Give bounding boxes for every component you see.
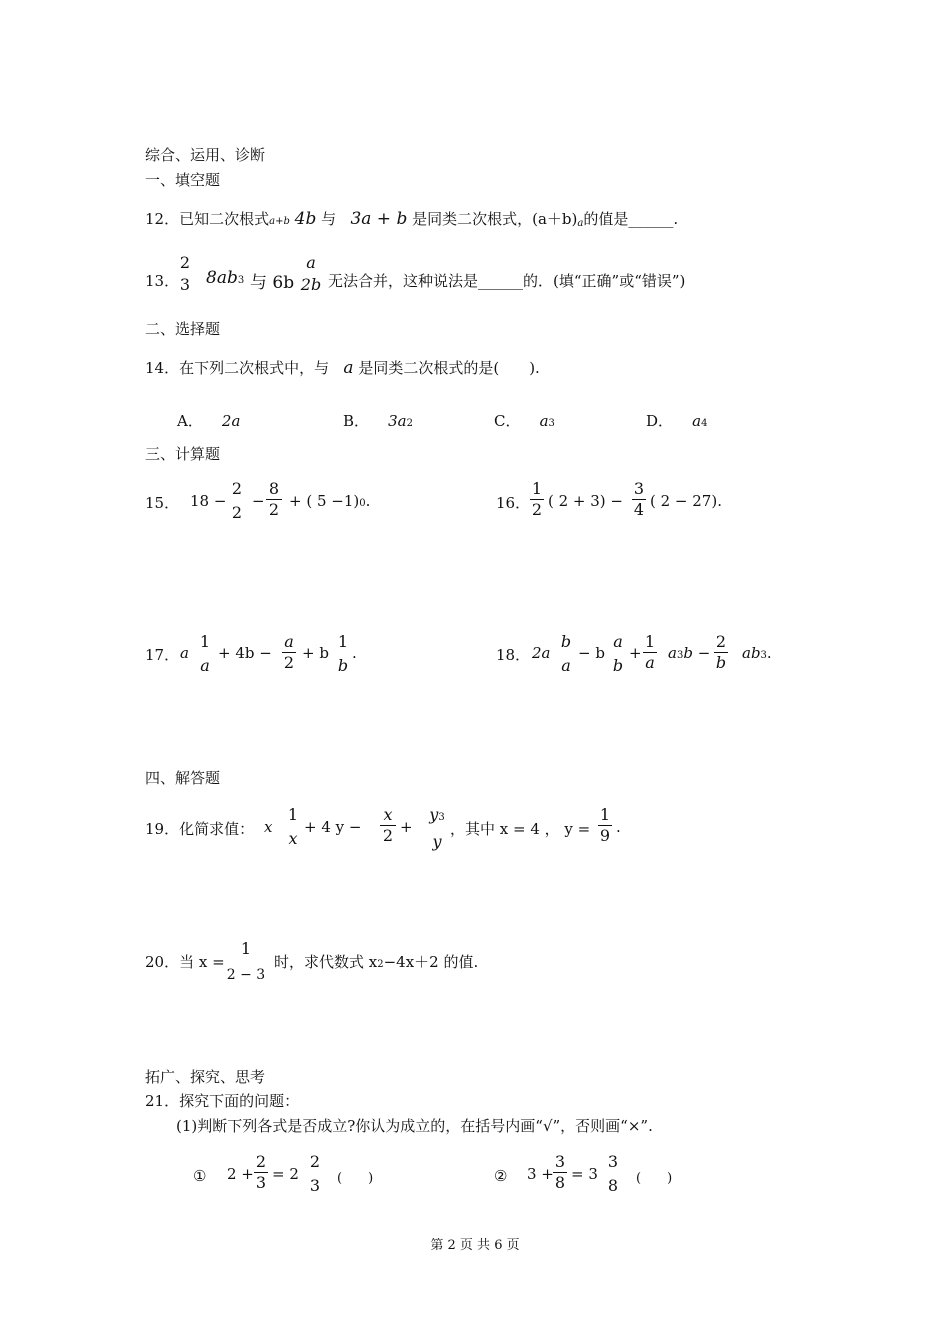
option-c: C． a3	[494, 412, 555, 430]
math-term: 18 −	[190, 492, 227, 510]
fraction: 1 2	[531, 479, 543, 519]
math-term: + 4 y −	[304, 818, 362, 836]
question-number: 16．	[496, 494, 531, 512]
question-text: (1)判断下列各式是否成立?你认为成立的，在括号内画“√”，否则画“×”.	[176, 1117, 653, 1135]
answer-paren[interactable]: ( )	[337, 1171, 374, 1186]
numerator: 2	[179, 253, 191, 272]
question-number: 18．	[496, 646, 531, 664]
math-term: ( 2 + 3) −	[548, 492, 623, 510]
page-footer: 第 2 页 共 6 页	[430, 1238, 520, 1253]
math-term: ( 2 − 27).	[650, 492, 722, 510]
question-text: 已知二次根式	[179, 210, 270, 228]
math-term: ab3.	[742, 644, 772, 662]
fraction: b a	[560, 632, 572, 675]
fraction: 1 a	[199, 632, 211, 675]
question-text: ，其中 x = 4 ， y =	[450, 820, 591, 838]
fraction: 1 9	[599, 805, 611, 845]
math-term: = 3	[571, 1165, 598, 1183]
radicand: 8ab3	[206, 268, 245, 288]
fraction: 3 4	[633, 479, 645, 519]
question-number: 12．	[145, 210, 180, 228]
fraction: 1 a	[644, 632, 656, 672]
question-number: 17．	[145, 646, 180, 664]
question-number: 15．	[145, 494, 180, 512]
math-term: + b	[302, 644, 329, 662]
operator: −	[252, 492, 265, 510]
exponent: a	[577, 218, 584, 229]
fraction: 3 8	[554, 1152, 566, 1192]
section-heading: 四、解答题	[145, 769, 221, 787]
fraction: 2 b	[715, 632, 727, 672]
fraction: a 2	[283, 632, 295, 672]
question-text: 是同类二次根式的是( ).	[358, 359, 540, 377]
punctuation: .	[352, 644, 357, 662]
question-number: 21．探究下面的问题：	[145, 1092, 300, 1110]
math-term: 2 +	[227, 1165, 254, 1183]
question-number: 19．化简求值：	[145, 820, 255, 838]
math-term: 2a	[532, 644, 551, 662]
question-number: 13．	[145, 272, 180, 290]
question-number: 20．当 x =	[145, 953, 225, 971]
section-heading: 拓广、探究、思考	[145, 1068, 266, 1086]
math-term: − b	[578, 644, 605, 662]
answer-paren[interactable]: ( )	[636, 1171, 673, 1186]
item-mark: ②	[494, 1167, 508, 1185]
fraction: 1 x	[287, 805, 299, 848]
question-number: 14．	[145, 359, 180, 377]
fraction: x 2	[380, 806, 396, 845]
operator: +	[629, 644, 642, 662]
numerator: a	[306, 253, 316, 272]
math-term: x	[264, 818, 273, 836]
fraction	[178, 254, 192, 294]
section-heading: 三、计算题	[145, 445, 221, 463]
section-heading: 二、选择题	[145, 320, 221, 338]
math-term: = 2	[272, 1165, 299, 1183]
math-term: a3b −	[668, 644, 711, 662]
section-heading: 一、填空题	[145, 171, 221, 189]
fraction: 1 b	[337, 632, 349, 675]
fraction: 1 2 − 3	[226, 939, 266, 983]
question-text: 在下列二次根式中，与	[179, 359, 330, 377]
math-term: 3 +	[527, 1165, 554, 1183]
radicand: 3a + b	[350, 209, 408, 229]
radicand: 4b	[294, 209, 317, 229]
fraction: 8 2	[266, 480, 282, 519]
option-b: B． 3a2	[343, 412, 413, 430]
math-term: + 4b −	[218, 644, 272, 662]
denominator: 3	[179, 275, 191, 294]
question-text: 是同类二次根式，(a＋b)	[412, 210, 578, 228]
item-mark: ①	[193, 1167, 207, 1185]
fraction: a b	[612, 632, 624, 675]
fraction: 3 8	[607, 1152, 619, 1195]
operator: +	[400, 818, 413, 836]
section-heading: 综合、运用、诊断	[145, 146, 266, 164]
fraction: 2 3	[309, 1152, 321, 1195]
question-text: 无法合并，这种说法是______的．(填“正确”或“错误”)	[328, 272, 686, 290]
fraction: 2 2	[231, 479, 243, 522]
punctuation: .	[616, 818, 621, 836]
question-text: 与 6b	[250, 273, 295, 293]
question-12	[145, 208, 678, 229]
question-text: 时，求代数式 x2−4x＋2 的值.	[274, 953, 479, 971]
denominator: 2b	[300, 275, 322, 294]
fraction: 2 3	[255, 1152, 267, 1192]
question-text: 与	[321, 210, 337, 228]
radicand: a	[343, 358, 354, 378]
math-term: a	[180, 644, 189, 662]
question-14	[145, 357, 540, 378]
question-text: 的值是______.	[583, 210, 679, 228]
option-d: D． a4	[646, 412, 708, 430]
option-a: A． 2a	[177, 412, 241, 430]
radical-index: a+b	[269, 216, 290, 227]
math-term: + ( 5 −1)0.	[289, 492, 371, 510]
fraction: y3 y	[429, 805, 445, 851]
fraction	[300, 254, 322, 294]
